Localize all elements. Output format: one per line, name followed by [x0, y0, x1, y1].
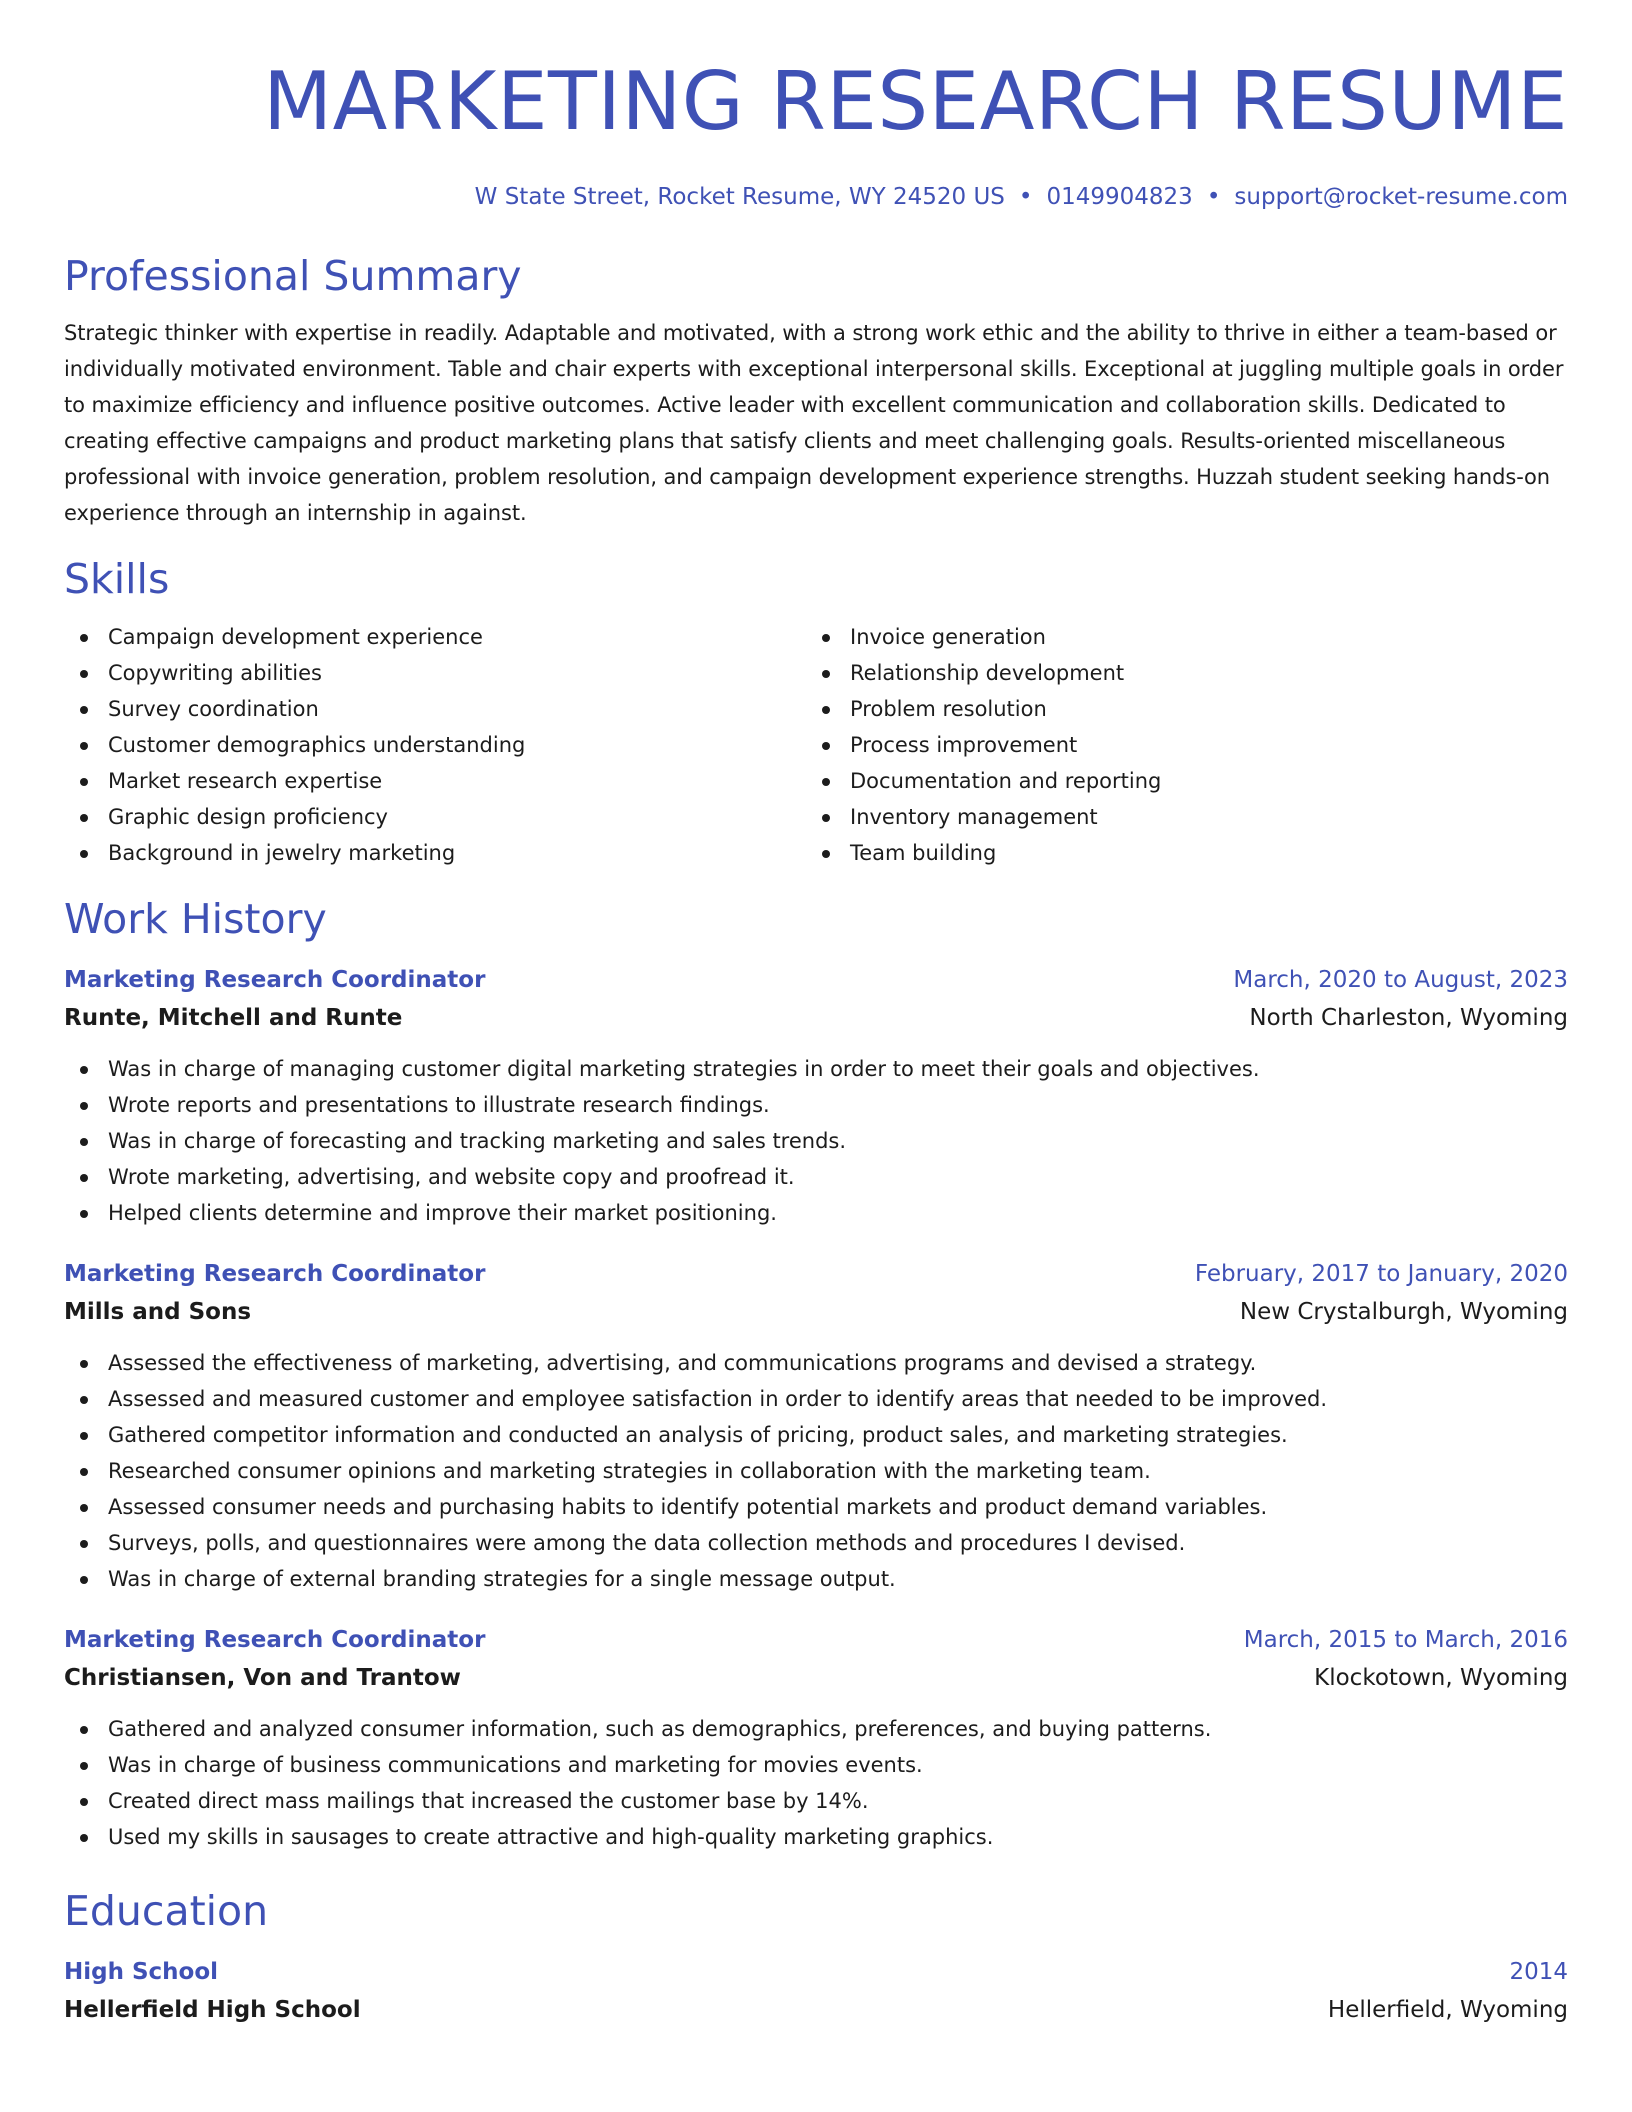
skills-list-left [64, 619, 806, 871]
job-bullet: Was in charge of business communications and marketing for movies events. [64, 1747, 1568, 1783]
skills-list-right [806, 619, 1548, 871]
job-bullet: Assessed the effectiveness of marketing, advertising, and communications programs and devised a strategy. [64, 1345, 1568, 1381]
skill-item: Copywriting abilities [64, 655, 806, 691]
job-subheader [64, 1661, 1568, 1695]
job-entry [64, 963, 1568, 1231]
education-location: Hellerfield, Wyoming [1327, 1997, 1568, 2023]
job-bullet: Created direct mass mailings that increased the customer base by 14%. [64, 1783, 1568, 1819]
job-location: New Crystalburgh, Wyoming [1239, 1299, 1568, 1325]
work-history-heading: Work History [64, 895, 327, 943]
education-heading: Education [64, 1887, 269, 1935]
job-title: Marketing Research Coordinator [64, 1627, 486, 1653]
skill-item: Customer demographics understanding [64, 727, 806, 763]
job-header [64, 1623, 1568, 1657]
job-bullet: Assessed consumer needs and purchasing habits to identify potential markets and product demand variables. [64, 1489, 1568, 1525]
skill-item: Market research expertise [64, 763, 806, 799]
job-company: Runte, Mitchell and Runte [64, 1005, 403, 1031]
contact-address: W State Street, Rocket Resume, WY 24520 US [474, 184, 1005, 210]
resume-title: MARKETING RESEARCH RESUME [263, 55, 1568, 148]
skill-item: Inventory management [806, 799, 1548, 835]
job-entry [64, 1623, 1568, 1855]
resume-page [64, 0, 1568, 2027]
skill-item: Campaign development experience [64, 619, 806, 655]
job-header [64, 963, 1568, 997]
job-bullet: Gathered competitor information and conducted an analysis of pricing, product sales, and marketing strategies. [64, 1417, 1568, 1453]
contact-separator: • [1018, 184, 1033, 210]
education-header [64, 1955, 1568, 1989]
skill-item: Relationship development [806, 655, 1548, 691]
job-location: North Charleston, Wyoming [1249, 1005, 1568, 1031]
job-title: Marketing Research Coordinator [64, 967, 486, 993]
skills-heading: Skills [64, 555, 170, 603]
contact-phone: 0149904823 [1046, 184, 1193, 210]
contact-separator: • [1206, 184, 1221, 210]
summary-heading: Professional Summary [64, 252, 522, 300]
job-company: Christiansen, Von and Trantow [64, 1665, 461, 1691]
job-bullet: Surveys, polls, and questionnaires were among the data collection methods and procedures I devised. [64, 1525, 1568, 1561]
job-bullet: Wrote marketing, advertising, and website copy and proofread it. [64, 1159, 1568, 1195]
summary-text: Strategic thinker with expertise in readily. Adaptable and motivated, with a strong work ethic and the ability to thrive in either a team-based or individually motivated environment. Table and chair experts with exceptional interpersonal skills. Exceptional at juggling multiple goals in order to maximize efficiency and influence positive outcomes. Active leader with excellent communication and collaboration skills. Dedicated to creating effective campaigns and product marketing plans that satisfy clients and meet challenging goals. Results-oriented miscellaneous professional with invoice generation, problem resolution, and campaign development experience strengths. Huzzah student seeking hands-on experience through an internship in against. [64, 321, 1564, 525]
job-entry [64, 1257, 1568, 1597]
contact-email: support@rocket-resume.com [1234, 184, 1568, 210]
job-company: Mills and Sons [64, 1299, 252, 1325]
skill-item: Background in jewelry marketing [64, 835, 806, 871]
job-bullet: Researched consumer opinions and marketing strategies in collaboration with the marketing team. [64, 1453, 1568, 1489]
job-bullet: Helped clients determine and improve their market positioning. [64, 1195, 1568, 1231]
job-bullets [64, 1345, 1568, 1597]
job-bullet: Wrote reports and presentations to illustrate research findings. [64, 1087, 1568, 1123]
skill-item: Invoice generation [806, 619, 1548, 655]
skill-item: Problem resolution [806, 691, 1548, 727]
skill-item: Documentation and reporting [806, 763, 1548, 799]
job-dates: February, 2017 to January, 2020 [1194, 1261, 1568, 1287]
job-subheader [64, 1001, 1568, 1035]
education-degree: High School [64, 1959, 219, 1985]
skill-item: Graphic design proficiency [64, 799, 806, 835]
education-school: Hellerfield High School [64, 1997, 361, 2023]
job-dates: March, 2015 to March, 2016 [1243, 1627, 1568, 1653]
education-entry [64, 1955, 1568, 2027]
job-bullet: Used my skills in sausages to create attractive and high-quality marketing graphics. [64, 1819, 1568, 1855]
education-subheader [64, 1993, 1568, 2027]
job-subheader [64, 1295, 1568, 1329]
job-dates: March, 2020 to August, 2023 [1233, 967, 1568, 993]
contact-line [64, 182, 1568, 212]
job-bullets [64, 1051, 1568, 1231]
job-bullet: Assessed and measured customer and employee satisfaction in order to identify areas that needed to be improved. [64, 1381, 1568, 1417]
job-bullets [64, 1711, 1568, 1855]
skills-columns [64, 619, 1568, 871]
job-bullet: Was in charge of managing customer digital marketing strategies in order to meet their goals and objectives. [64, 1051, 1568, 1087]
education-year: 2014 [1509, 1959, 1568, 1985]
job-title: Marketing Research Coordinator [64, 1261, 486, 1287]
job-header [64, 1257, 1568, 1291]
job-location: Klockotown, Wyoming [1314, 1665, 1568, 1691]
skill-item: Process improvement [806, 727, 1548, 763]
skill-item: Team building [806, 835, 1548, 871]
job-bullet: Was in charge of forecasting and tracking marketing and sales trends. [64, 1123, 1568, 1159]
job-bullet: Was in charge of external branding strategies for a single message output. [64, 1561, 1568, 1597]
job-bullet: Gathered and analyzed consumer information, such as demographics, preferences, and buying patterns. [64, 1711, 1568, 1747]
skill-item: Survey coordination [64, 691, 806, 727]
